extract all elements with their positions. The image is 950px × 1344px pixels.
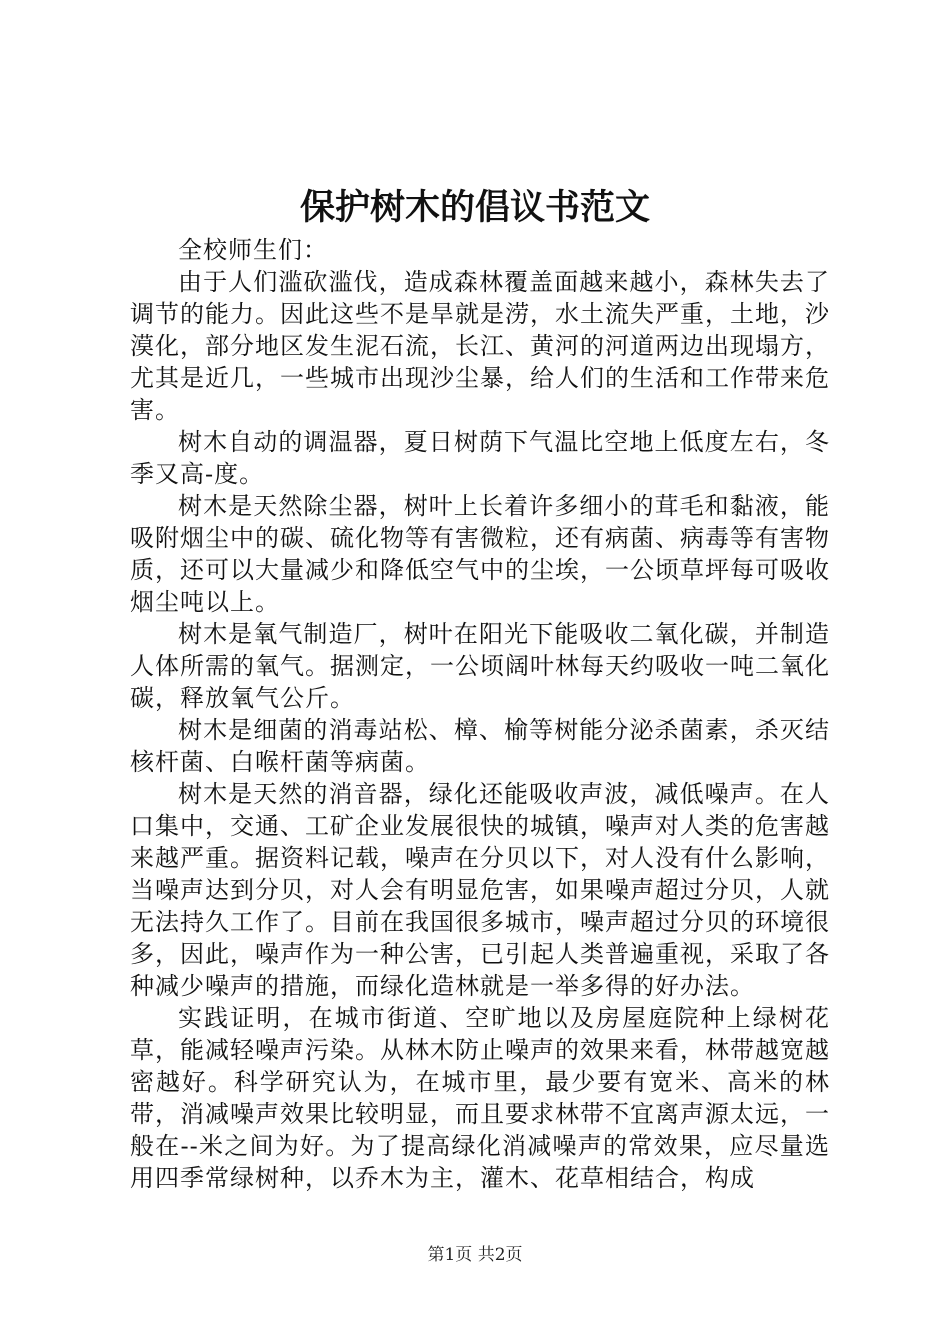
paragraph-disinfection: 树木是细菌的消毒站松、樟、榆等树能分泌杀菌素，杀灭结核杆菌、白喉杆菌等病菌。 — [130, 716, 830, 776]
page-number: 第1页 共2页 — [427, 1245, 523, 1265]
paragraph-deforestation: 由于人们滥砍滥伐，造成森林覆盖面越来越小，森林失去了调节的能力。因此这些不是旱就是涝，水土流失严重，土地，沙漠化，部分地区发生泥石流，长江、黄河的河道两边出现塌方，尤其是近几，一些城市出现沙尘暴，给人们的生活和工作带来危害。 — [130, 268, 830, 424]
paragraph-practice: 实践证明，在城市街道、空旷地以及房屋庭院种上绿树花草，能减轻噪声污染。从林木防止噪声的效果来看，林带越宽越密越好。科学研究认为，在城市里，最少要有宽米、高米的林带，消减噪声效果比较明显，而且要求林带不宜离声源太远，一般在--米之间为好。为了提高绿化消减噪声的常效果，应尽量选用四季常绿树种，以乔木为主，灌木、花草相结合，构成 — [130, 1004, 830, 1192]
salutation: 全校师生们： — [178, 236, 328, 264]
paragraph-dust: 树木是天然除尘器，树叶上长着许多细小的茸毛和黏液，能吸附烟尘中的碳、硫化物等有害微粒，还有病菌、病毒等有害物质，还可以大量减少和降低空气中的尘埃，一公顷草坪每可吸收烟尘吨以上。 — [130, 492, 830, 616]
document-title: 保护树木的倡议书范文 — [299, 187, 650, 228]
paragraph-oxygen: 树木是氧气制造厂，树叶在阳光下能吸收二氧化碳，并制造人体所需的氧气。据测定，一公顷阔叶林每天约吸收一吨二氧化碳，释放氧气公斤。 — [130, 620, 830, 712]
paragraph-temperature: 树木自动的调温器，夏日树荫下气温比空地上低度左右，冬季又高-度。 — [130, 428, 830, 488]
paragraph-noise: 树木是天然的消音器，绿化还能吸收声波，减低噪声。在人口集中，交通、工矿企业发展很快的城镇，噪声对人类的危害越来越严重。据资料记载，噪声在分贝以下，对人没有什么影响，当噪声达到分贝，对人会有明显危害，如果噪声超过分贝，人就无法持久工作了。目前在我国很多城市，噪声超过分贝的环境很多，因此，噪声作为一种公害，已引起人类普遍重视，采取了各种减少噪声的措施，而绿化造林就是一举多得的好办法。 — [130, 780, 830, 1000]
document-body — [130, 234, 830, 1194]
